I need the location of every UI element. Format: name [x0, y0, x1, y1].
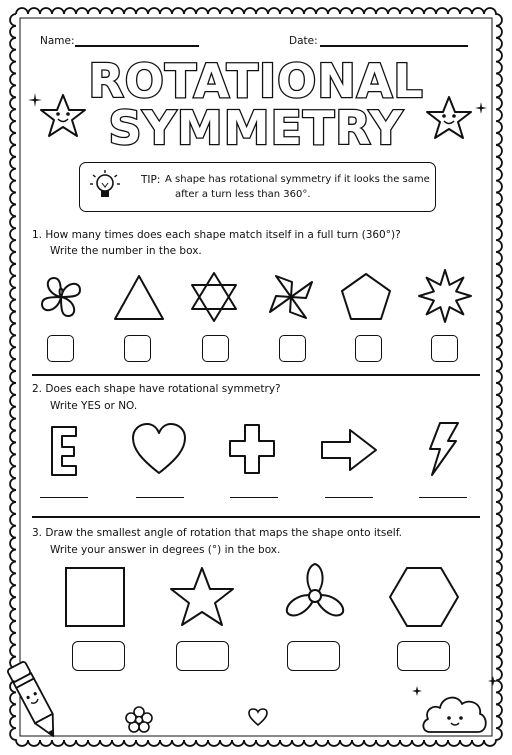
heart-doodle-icon	[248, 708, 268, 726]
left-footer-sparkle-icon	[412, 686, 422, 696]
hexagon-icon	[388, 566, 460, 628]
q3-answer-box-3[interactable]	[287, 641, 340, 671]
arrow-icon	[320, 428, 378, 472]
q2-answer-line-5[interactable]	[419, 497, 467, 498]
propeller-icon	[281, 562, 349, 628]
q1-answer-box-4[interactable]	[279, 335, 306, 362]
q2-prompt: 2. Does each shape have rotational symmetry?	[32, 383, 281, 395]
q3-instruction: Write your answer in degrees (°) in the box.	[50, 544, 281, 556]
q2-answer-line-4[interactable]	[325, 497, 373, 498]
left-sparkle-icon	[28, 93, 42, 107]
q2-instruction: Write YES or NO.	[50, 400, 138, 412]
cloud-character-icon	[420, 688, 490, 736]
q3-answer-box-1[interactable]	[72, 641, 125, 671]
section-divider-1	[32, 374, 480, 376]
right-footer-sparkle-icon	[488, 676, 498, 686]
pencil-character-icon	[8, 655, 60, 745]
q1-answer-box-2[interactable]	[124, 335, 151, 362]
right-sparkle-icon	[475, 102, 487, 114]
right-smiling-star-icon	[424, 94, 474, 144]
pinwheel-icon	[266, 272, 316, 322]
star-icon	[169, 566, 235, 628]
square-icon	[64, 566, 126, 628]
section-divider-2	[32, 516, 480, 518]
date-label: Date:	[289, 35, 318, 47]
plus-icon	[228, 423, 276, 475]
q2-answer-line-2[interactable]	[136, 497, 184, 498]
q3-answer-box-4[interactable]	[397, 641, 450, 671]
name-blank-line[interactable]	[75, 45, 199, 47]
q2-answer-line-3[interactable]	[230, 497, 278, 498]
tip-line-2: after a turn less than 360°.	[175, 189, 311, 200]
name-label: Name:	[40, 35, 75, 47]
lightning-icon	[426, 421, 460, 477]
q3-prompt: 3. Draw the smallest angle of rotation that maps the shape onto itself.	[32, 527, 402, 539]
title-line-2: SYMMETRY	[108, 101, 404, 155]
q1-instruction: Write the number in the box.	[50, 245, 202, 257]
q1-answer-box-1[interactable]	[47, 335, 74, 362]
lightbulb-icon	[90, 170, 120, 204]
tip-box	[79, 162, 436, 212]
q1-answer-box-6[interactable]	[431, 335, 458, 362]
clover-icon	[36, 272, 86, 322]
flower-icon	[125, 706, 153, 734]
heart-icon	[131, 423, 187, 475]
star-of-david-icon	[188, 271, 240, 323]
q1-answer-box-5[interactable]	[355, 335, 382, 362]
eight-point-star-icon	[417, 268, 473, 324]
q1-answer-box-3[interactable]	[202, 335, 229, 362]
q2-answer-line-1[interactable]	[40, 497, 88, 498]
title-line-1: ROTATIONAL	[88, 54, 424, 108]
tip-line-1: A shape has rotational symmetry if it looks the same	[165, 174, 430, 185]
tip-label: TIP:	[141, 174, 161, 186]
pentagon-icon	[340, 272, 392, 322]
triangle-icon	[113, 274, 165, 322]
date-blank-line[interactable]	[320, 45, 468, 47]
eight-point-star-outline	[419, 270, 471, 322]
q3-answer-box-2[interactable]	[176, 641, 229, 671]
left-smiling-star-icon	[38, 92, 88, 142]
letter-e-icon	[50, 425, 80, 477]
q1-prompt: 1. How many times does each shape match itself in a full turn (360°)?	[32, 229, 401, 241]
